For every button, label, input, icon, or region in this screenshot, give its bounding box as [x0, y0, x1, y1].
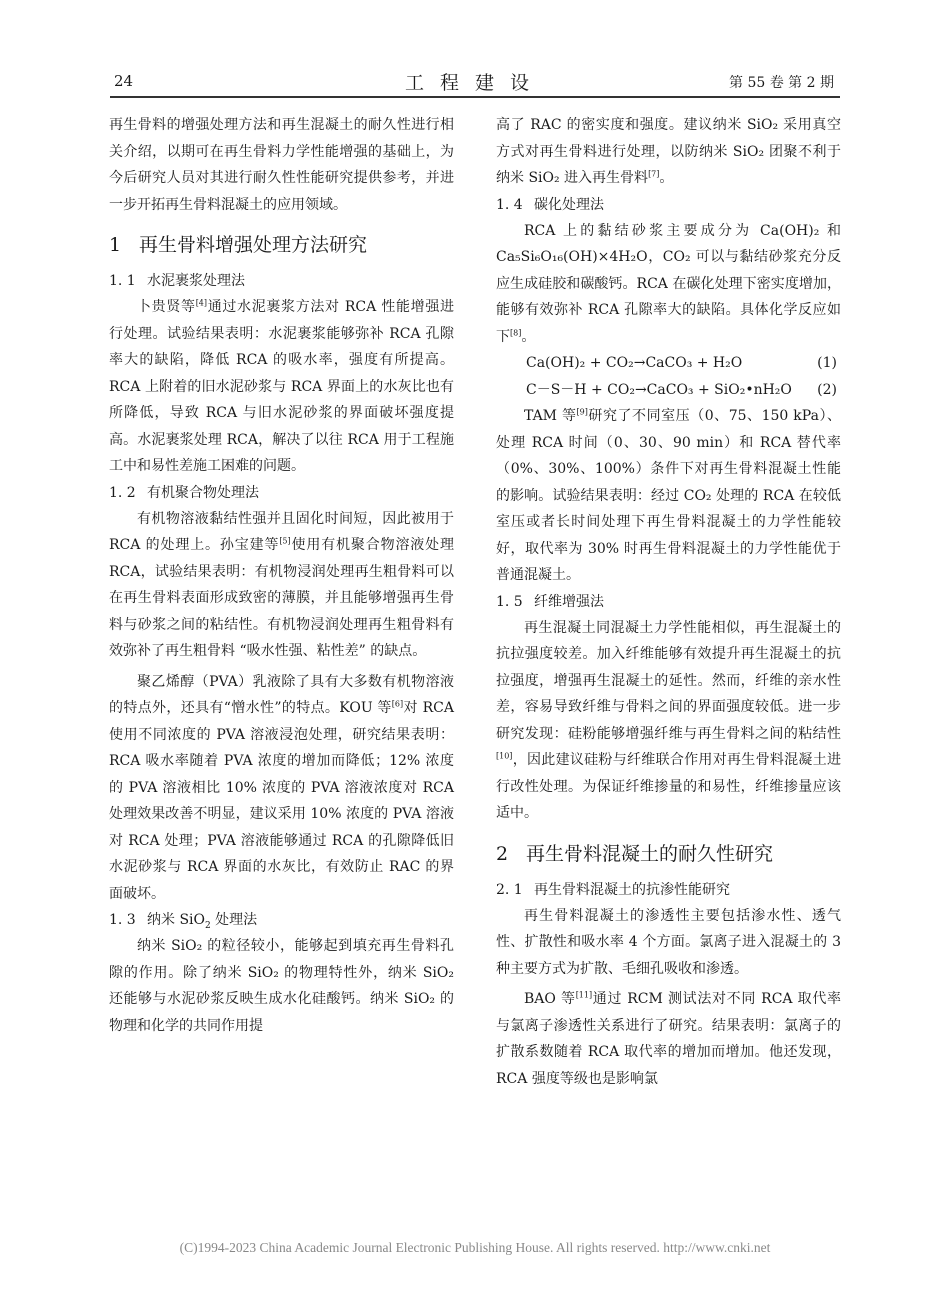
subsection-number: 1. 4 [496, 196, 523, 213]
subsection-2-1-heading [496, 877, 841, 903]
section-2-heading [496, 839, 841, 869]
equation-2 [526, 377, 841, 404]
citation[interactable]: [6] [391, 699, 404, 709]
paragraph [496, 615, 841, 827]
paragraph-text: 高了 RAC 的密实度和强度。建议纳米 SiO₂ 采用真空方式对再生骨料进行处理，以防纳米 SiO₂ 团聚不利于纳米 SiO₂ 进入再生骨料 [496, 117, 841, 186]
citation[interactable]: [10] [496, 751, 513, 761]
citation[interactable]: [8] [510, 327, 522, 337]
paragraph: 再生骨料混凝土的渗透性主要包括渗水性、透气性、扩散性和吸水率 4 个方面。氯离子进入混凝土的 3 种主要方式为扩散、毛细孔吸收和渗透。 [496, 907, 841, 977]
citation[interactable]: [4] [195, 298, 208, 308]
copyright-footer: (C)1994-2023 China Academic Journal Electronic Publishing House. All rights reserved. http://www.cnki.net [179, 1240, 771, 1255]
subsection-number: 1. 5 [496, 593, 523, 610]
citation[interactable]: [11] [575, 990, 593, 1000]
citation[interactable]: [7] [648, 169, 660, 179]
equation-text: Ca(OH)₂ + CO₂→CaCO₃ + H₂O [526, 355, 743, 371]
subsection-number: 1. 1 [109, 273, 136, 289]
issue-info: 第 55 卷 第 2 期 [729, 75, 834, 91]
subsection-title-text: 处理法 [210, 912, 258, 928]
subsection-number: 2. 1 [496, 881, 523, 898]
paragraph [109, 669, 454, 908]
paragraph-text: 。 [521, 328, 536, 345]
paragraph [109, 506, 454, 665]
subsection-title: 水泥裹浆处理法 [147, 273, 245, 289]
page-number: 24 [114, 72, 134, 90]
paragraph-text: BAO 等 [524, 991, 576, 1007]
section-number: 2 [496, 842, 509, 865]
section-title: 再生骨料增强处理方法研究 [139, 234, 368, 256]
subscript: 2 [205, 920, 211, 931]
paragraph-text: 通过 RCM 测试法对不同 RCA 取代率与氯离子渗透性关系进行了研究。结果表明：氯离子的扩散系数随着 RCA 取代率的增加而增加。他还发现，RCA 强度等级也是影响氯 [496, 991, 841, 1087]
paragraph-text: 通过水泥裹浆方法对 RCA 性能增强进行处理。试验结果表明：水泥裹浆能够弥补 RCA 孔隙率大的缺陷，降低 RCA 的吸水率，强度有所提高。RCA 上附着的旧水泥砂浆与 RCA 界面上的水灰比也有所降低，导致 RCA 与旧水泥砂浆的界面破坏强度提高。水泥裹浆处理 RCA，解决了以往 RCA 用于工程施工中和易性差施工困难的问题。 [109, 299, 455, 474]
equation-number: (2) [817, 381, 837, 398]
subsection-1-3-heading [109, 907, 454, 933]
subsection-1-2-heading [109, 480, 454, 506]
subsection-title-text: 纳米 SiO [147, 912, 205, 928]
citation[interactable]: [9] [576, 407, 588, 417]
section-1-heading [109, 230, 454, 260]
paragraph-text: 。 [659, 170, 674, 186]
right-column [496, 112, 841, 1092]
paragraph [496, 218, 841, 351]
page-header [110, 70, 840, 98]
subsection-title: 纤维增强法 [534, 593, 604, 610]
paragraph [109, 294, 454, 480]
equation-number: (1) [817, 355, 837, 371]
section-title: 再生骨料混凝土的耐久性研究 [526, 842, 774, 865]
paragraph-text: TAM 等 [524, 408, 577, 424]
subsection-number: 1. 2 [109, 484, 136, 501]
paragraph-text: 再生混凝土同混凝土力学性能相似，再生混凝土的抗拉强度较差。加入纤维能够有效提升再生混凝土的抗拉强度，增强再生混凝土的延性。然而，纤维的亲水性差，容易导致纤维与骨料之间的界面强度较低。进一步研究发现：硅粉能够增强纤维与再生骨料之间的粘结性 [496, 619, 841, 742]
paragraph [496, 112, 841, 192]
paragraph-text: 有机物溶液黏结性强并且固化时间短，因此被用于 RCA 的处理上。孙宝建等 [109, 510, 454, 553]
paragraph-text: 对 RCA 使用不同浓度的 PVA 溶液浸泡处理，研究结果表明：RCA 吸水率随着 PVA 浓度的增加而降低；12% 浓度的 PVA 溶液相比 10% 浓度的 PVA 溶液浓度对 RCA 处理效果改善不明显，建议采用 10% 浓度的 PVA 溶液对 RCA 处理；PVA 溶液能够通过 RCA 的孔隙降低旧水泥砂浆与 RCA 界面的水灰比，有效防止 RAC 的界面破坏。 [109, 700, 454, 902]
subsection-title: 碳化处理法 [534, 196, 604, 213]
paragraph-text: ，因此建议硅粉与纤维联合作用对再生骨料混凝土进行改性处理。为保证纤维掺量的和易性，纤维掺量应该适中。 [496, 752, 841, 821]
paragraph [496, 403, 841, 589]
equation-1 [526, 350, 841, 377]
subsection-1-5-heading [496, 589, 841, 615]
intro-paragraph: 再生骨料的增强处理方法和再生混凝土的耐久性进行相关介绍，以期可在再生骨料力学性能增强的基础上，为今后研究人员对其进行耐久性性能研究提供参考，并进一步开拓再生骨料混凝土的应用领域。 [109, 117, 454, 213]
paragraph [496, 986, 841, 1092]
subsection-1-4-heading [496, 192, 841, 218]
paragraph-text: 使用有机聚合物溶液处理 RCA，试验结果表明：有机物浸润处理再生粗骨料可以在再生骨料表面形成致密的薄膜，并且能够增强再生骨料与砂浆之间的粘结性。有机物浸润处理再生粗骨料有效弥补了再生粗骨料 “吸水性强、粘性差” 的缺点。 [109, 537, 454, 659]
left-column [109, 112, 454, 1039]
paragraph: 纳米 SiO₂ 的粒径较小，能够起到填充再生骨料孔隙的作用。除了纳米 SiO₂ 的物理特性外，纳米 SiO₂ 还能够与水泥砂浆反映生成水化硅酸钙。纳米 SiO₂ 的物理和化学的共同作用提 [109, 938, 454, 1034]
paragraph-text: RCA 上的黏结砂浆主要成分为 Ca(OH)₂ 和 Ca₅Si₆O₁₆(OH)×4H₂O，CO₂ 可以与黏结砂浆充分反应生成硅胶和碳酸钙。RCA 在碳化处理下密实度增加，能够有效弥补 RCA 孔隙率大的缺陷。具体化学反应如下 [496, 222, 841, 345]
journal-title: 工程建设 [404, 72, 545, 94]
subsection-title [147, 912, 258, 931]
citation[interactable]: [5] [279, 536, 291, 546]
subsection-title: 有机聚合物处理法 [147, 484, 259, 501]
paragraph-text: 卜贵贤等 [137, 299, 196, 315]
subsection-title: 再生骨料混凝土的抗渗性能研究 [534, 881, 730, 898]
section-number: 1 [109, 234, 122, 256]
equation-text: C－S－H + CO₂→CaCO₃ + SiO₂•nH₂O [526, 381, 792, 398]
paragraph-text: 聚乙烯醇（PVA）乳液除了具有大多数有机物溶液的特点外，还具有“憎水性”的特点。KOU 等 [109, 673, 454, 716]
subsection-1-1-heading [109, 268, 454, 294]
subsection-number: 1. 3 [109, 912, 136, 928]
paragraph-text: 研究了不同室压（0、75、150 kPa）、处理 RCA 时间（0、30、90 min）和 RCA 替代率（0%、30%、100%）条件下对再生骨料混凝土性能的影响。试验结果表明：经过 CO₂ 处理的 RCA 在较低室压或者长时间处理下再生骨料混凝土的力学性能较好，取代率为 30% 时再生骨料混凝土的力学性能优于普通混凝土。 [496, 408, 842, 583]
